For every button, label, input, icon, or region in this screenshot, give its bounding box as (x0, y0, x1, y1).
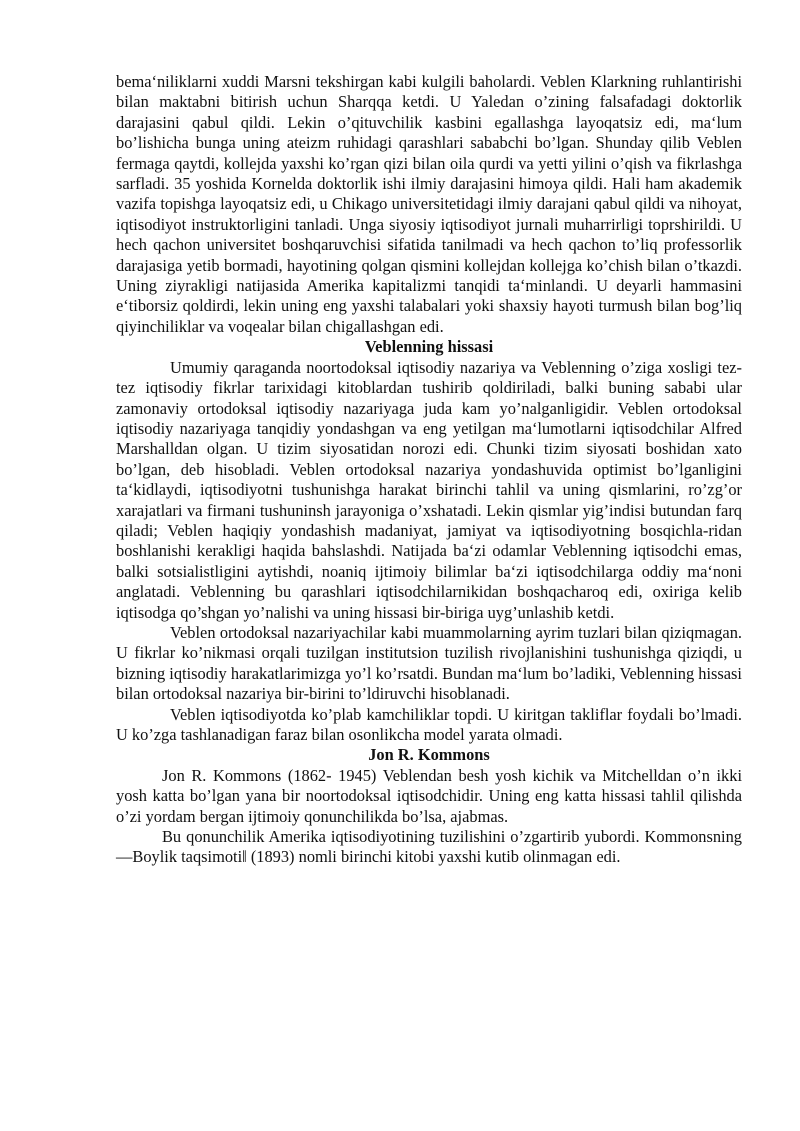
paragraph-commons-intro: Jon R. Kommons (1862- 1945) Veblendan besh yosh kichik va Mitchelldan o’n ikki yosh katta bo’lgan yana bir noortodoksal iqtisodchidir. Uning eng katta hissasi tahlil qilishda o’zi yordam bergan ijtimoiy qonunchilikda bo’lsa, ajabmas. (116, 765, 742, 826)
paragraph-veblen-shortcomings: Veblen iqtisodiyotda ko’plab kamchiliklar topdi. U kiritgan takliflar foydali bo’lmadi. U ko’zga tashlanadigan faraz bilan osonlikcha model yarata olmadi. (116, 704, 742, 744)
document-page (116, 72, 742, 868)
section-heading-veblen-contribution: Veblenning hissasi (364, 337, 494, 357)
paragraph-commons-legislation: Bu qonunchilik Amerika iqtisodiyotining tuzilishini o’zgartirib yubordi. Kommonsning ―Boylik taqsimoti‖ (1893) nomli birinchi kitobi yaxshi kutib olinmagan edi. (116, 827, 742, 867)
section-heading-commons: Jon R. Kommons (368, 745, 490, 765)
paragraph-veblen-orthodox-critique: Umumiy qaraganda noortodoksal iqtisodiy nazariya va Veblenning o’ziga xosligi tez-tez iqtisodiy fikrlar tarixidagi kitoblardan tushirib qoldiriladi, balki buning sababi ular zamonaviy ortodoksal iqtisodiy nazariyaga juda kam yo’nalganligidir. Veblen ortodoksal iqtisodiy nazariyaga tanqidiy yondashgan va eng yetilgan ma‘lumotlarni iqtisodchilar Alfred Marshalldan olgan. U tizim siyosatidan norozi edi. Chunki tizim siyosati boshidan xato bo’lgan, deb hisobladi. Veblen ortodoksal nazariya yondashuvida optimist bo’lganligini ta‘kidlaydi, iqtisodiyotni tushunishga harakat birinchi tahlil va uning qismlarini, ro’zg’or xarajatlari va firmani tushuninsh jarayoniga o’xshatadi. Lekin qismlar yig’indisi butundan farq qiladi; Veblen haqiqiy yondashish madaniyat, jamiyat va iqtisodiyotning bosqichla-ridan boshlanishi kerakligi haqida bahslashdi. Natijada ba‘zi odamlar Veblenning iqtisodchi emas, balki sotsialistligini aytishdi, noaniq ijtimoiy bilimlar ba‘zi iqtisodchilarga oddiy ma‘noni anglatadi. Veblenning bu qarashlari iqtisodchilarnikidan boshqacharoq edi, oxiriga kelib iqtisodga qo’shgan yo’nalishi va uning hissasi bir-biriga uyg’unlashib ketdi. (116, 357, 742, 622)
paragraph-veblen-biography: bema‘niliklarni xuddi Marsni tekshirgan kabi kulgili baholardi. Veblen Klarkning ruhlantirishi bilan maktabni bitirish uchun Sharqqa ketdi. U Yaledan o’zining falsafadagi doktorlik darajasini qabul qildi. Lekin o’qituvchilik kasbini egallashga layoqatsiz edi, ma‘lum bo’lishicha bunga uning ateizm ruhidagi qarashlari sababchi bo’lgan. Shunday qilib Veblen fermaga qaytdi, kollejda yaxshi ko’rgan qizi bilan oila qurdi va yetti yilini o’qish va fikrlashga sarfladi. 35 yoshida Kornelda doktorlik ishi ilmiy darajasini himoya qildi. Hali ham akademik vazifa topishga layoqatsiz edi, u Chikago universitetidagi ilmiy darajani qabul qildi va nihoyat, iqtisodiyot instruktorligini tanladi. Unga siyosiy iqtisodiyot jurnali muharrirligi toprshirildi. U hech qachon universitet boshqaruvchisi sifatida tanilmadi va hech qachon to’liq professorlik darajasiga yetib bormadi, hayotining qolgan qismini kollejdan kollejga ko’chish bilan o’tkazdi. Uning ziyrakligi natijasida Amerika kapitalizmi tanqidi ta‘minlandi. U deyarli hammasini e‘tiborsiz qoldirdi, lekin uning eng yaxshi talabalari yoki shaxsiy hayoti turmush bilan bog’liq qiyinchiliklar va voqealar bilan chigallashgan edi. (116, 72, 742, 336)
paragraph-veblen-institutions: Veblen ortodoksal nazariyachilar kabi muammolarning ayrim tuzlari bilan qiziqmagan. U fikrlar ko’nikmasi orqali tuzilgan institutsion tuzilish rivojlanishini tushunishga qiziqdi, u bizning iqtisodiy harakatlarimizga yo’l ko’rsatdi. Bundan ma‘lum bo’ladiki, Veblenning hissasi bilan ortodoksal nazariya bir-birini to’ldiruvchi hisoblanadi. (116, 622, 742, 704)
